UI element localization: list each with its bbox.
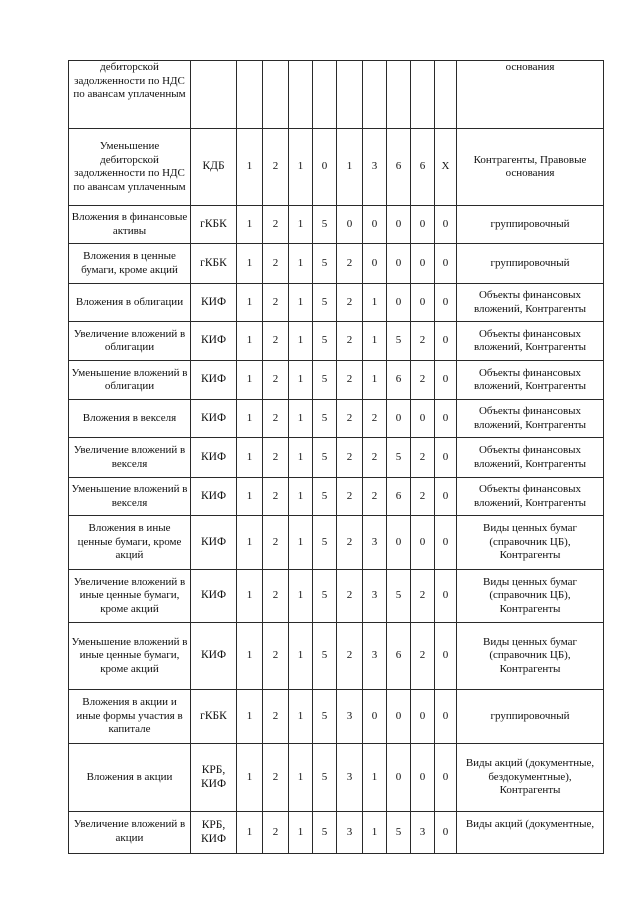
account-name: Увеличение вложений в иные ценные бумаги, кроме акций xyxy=(69,570,191,623)
digit-cell: 0 xyxy=(387,206,411,244)
digit-cell: 1 xyxy=(237,812,263,854)
account-name: Вложения в финансовые активы xyxy=(69,206,191,244)
digit-cell: 2 xyxy=(337,244,363,284)
digit-cell: 0 xyxy=(435,744,457,812)
digit-cell: 0 xyxy=(411,206,435,244)
digit-cell: 5 xyxy=(313,570,337,623)
digit-cell: 0 xyxy=(435,206,457,244)
digit-cell: 5 xyxy=(313,812,337,854)
digit-cell: 0 xyxy=(435,284,457,322)
account-code: КИФ xyxy=(191,438,237,478)
digit-cell: 3 xyxy=(363,129,387,206)
analytics-basis: Объекты финансовых вложений, Контрагенты xyxy=(457,400,604,438)
digit-cell: 3 xyxy=(337,690,363,744)
digit-cell: 5 xyxy=(313,400,337,438)
analytics-basis: Объекты финансовых вложений, Контрагенты xyxy=(457,284,604,322)
digit-cell: 6 xyxy=(387,129,411,206)
digit-cell: 1 xyxy=(289,744,313,812)
account-code: КИФ xyxy=(191,284,237,322)
digit-cell: 2 xyxy=(263,812,289,854)
digit-cell: 2 xyxy=(363,400,387,438)
digit-cell: 1 xyxy=(289,516,313,570)
account-code: КИФ xyxy=(191,516,237,570)
digit-cell: 2 xyxy=(337,516,363,570)
digit-cell: 5 xyxy=(313,322,337,361)
digit-cell: 0 xyxy=(411,744,435,812)
analytics-basis: Объекты финансовых вложений, Контрагенты xyxy=(457,438,604,478)
digit-cell: 1 xyxy=(363,812,387,854)
analytics-basis: Объекты финансовых вложений, Контрагенты xyxy=(457,322,604,361)
table-row xyxy=(69,478,604,516)
digit-cell: 6 xyxy=(387,361,411,400)
digit-cell: 0 xyxy=(411,400,435,438)
digit-cell: 1 xyxy=(237,129,263,206)
account-name: Уменьшение вложений в векселя xyxy=(69,478,191,516)
digit-cell: 0 xyxy=(435,516,457,570)
account-name: Уменьшение вложений в иные ценные бумаги, кроме акций xyxy=(69,623,191,690)
digit-cell: 1 xyxy=(237,478,263,516)
digit-cell: 2 xyxy=(263,478,289,516)
digit-cell: 0 xyxy=(411,516,435,570)
digit-cell: 0 xyxy=(435,400,457,438)
account-code: КИФ xyxy=(191,322,237,361)
table-row xyxy=(69,690,604,744)
digit-cell xyxy=(435,61,457,129)
digit-cell: 3 xyxy=(337,744,363,812)
digit-cell: 1 xyxy=(237,322,263,361)
digit-cell: 1 xyxy=(289,361,313,400)
account-name: Вложения в облигации xyxy=(69,284,191,322)
digit-cell: 1 xyxy=(237,438,263,478)
account-code: гКБК xyxy=(191,206,237,244)
table-row xyxy=(69,400,604,438)
digit-cell: 2 xyxy=(263,322,289,361)
account-code: КРБ, КИФ xyxy=(191,744,237,812)
analytics-basis: Виды ценных бумаг (справочник ЦБ), Контрагенты xyxy=(457,516,604,570)
account-name: Увеличение вложений в векселя xyxy=(69,438,191,478)
digit-cell: 3 xyxy=(363,623,387,690)
digit-cell: 2 xyxy=(337,570,363,623)
account-name: Увеличение вложений в облигации xyxy=(69,322,191,361)
digit-cell: 0 xyxy=(411,244,435,284)
digit-cell: 1 xyxy=(237,516,263,570)
digit-cell: 2 xyxy=(263,623,289,690)
digit-cell: 1 xyxy=(237,690,263,744)
account-name: Вложения в векселя xyxy=(69,400,191,438)
digit-cell xyxy=(387,61,411,129)
digit-cell: 1 xyxy=(289,400,313,438)
analytics-basis: Объекты финансовых вложений, Контрагенты xyxy=(457,361,604,400)
digit-cell: 5 xyxy=(387,812,411,854)
account-code: КИФ xyxy=(191,478,237,516)
digit-cell: 5 xyxy=(313,244,337,284)
digit-cell: 1 xyxy=(363,744,387,812)
digit-cell: 0 xyxy=(363,690,387,744)
digit-cell: 0 xyxy=(435,690,457,744)
analytics-basis: Объекты финансовых вложений, Контрагенты xyxy=(457,478,604,516)
digit-cell: 2 xyxy=(411,322,435,361)
digit-cell: 0 xyxy=(387,284,411,322)
digit-cell: 2 xyxy=(411,478,435,516)
account-name: Вложения в ценные бумаги, кроме акций xyxy=(69,244,191,284)
digit-cell: 2 xyxy=(263,744,289,812)
analytics-basis: Виды ценных бумаг (справочник ЦБ), Контрагенты xyxy=(457,623,604,690)
account-code: КИФ xyxy=(191,623,237,690)
analytics-basis: Виды акций (документные, xyxy=(457,812,604,854)
analytics-basis: Виды акций (документные, бездокументные), Контрагенты xyxy=(457,744,604,812)
analytics-basis: группировочный xyxy=(457,690,604,744)
account-code: КИФ xyxy=(191,361,237,400)
digit-cell: 0 xyxy=(435,322,457,361)
digit-cell: 1 xyxy=(363,322,387,361)
digit-cell xyxy=(289,61,313,129)
digit-cell: 5 xyxy=(313,478,337,516)
digit-cell: 2 xyxy=(411,438,435,478)
digit-cell: 1 xyxy=(289,812,313,854)
digit-cell: 1 xyxy=(289,206,313,244)
digit-cell: 5 xyxy=(313,744,337,812)
analytics-basis: основания xyxy=(457,61,604,129)
table-row xyxy=(69,744,604,812)
digit-cell: 0 xyxy=(435,812,457,854)
digit-cell: 2 xyxy=(411,623,435,690)
digit-cell: 2 xyxy=(337,284,363,322)
digit-cell: 1 xyxy=(237,244,263,284)
digit-cell: 2 xyxy=(337,400,363,438)
digit-cell: 1 xyxy=(237,400,263,438)
digit-cell: 2 xyxy=(337,623,363,690)
digit-cell: 2 xyxy=(337,361,363,400)
digit-cell: 1 xyxy=(289,438,313,478)
digit-cell: 5 xyxy=(313,284,337,322)
digit-cell: 1 xyxy=(289,244,313,284)
digit-cell: 0 xyxy=(363,206,387,244)
account-code: КИФ xyxy=(191,400,237,438)
table-row xyxy=(69,516,604,570)
digit-cell xyxy=(411,61,435,129)
digit-cell: 1 xyxy=(289,623,313,690)
digit-cell: 3 xyxy=(363,516,387,570)
digit-cell: 2 xyxy=(263,361,289,400)
digit-cell: 3 xyxy=(411,812,435,854)
account-code: КРБ, КИФ xyxy=(191,812,237,854)
table-row xyxy=(69,361,604,400)
accounts-table xyxy=(68,60,604,854)
digit-cell: 5 xyxy=(313,690,337,744)
digit-cell: 0 xyxy=(435,623,457,690)
digit-cell: 5 xyxy=(387,322,411,361)
digit-cell: 1 xyxy=(237,361,263,400)
digit-cell: 1 xyxy=(289,322,313,361)
table-row xyxy=(69,129,604,206)
digit-cell: 5 xyxy=(387,570,411,623)
account-name: дебиторской задолженности по НДС по авансам уплаченным xyxy=(69,61,191,129)
digit-cell: 6 xyxy=(387,478,411,516)
digit-cell: 1 xyxy=(363,284,387,322)
digit-cell: 0 xyxy=(387,400,411,438)
digit-cell: 0 xyxy=(387,690,411,744)
digit-cell: 1 xyxy=(237,206,263,244)
account-name: Уменьшение вложений в облигации xyxy=(69,361,191,400)
digit-cell: 1 xyxy=(337,129,363,206)
digit-cell: 0 xyxy=(435,438,457,478)
digit-cell: 0 xyxy=(435,244,457,284)
digit-cell: 5 xyxy=(313,623,337,690)
digit-cell: 6 xyxy=(387,623,411,690)
digit-cell: 2 xyxy=(263,400,289,438)
table-row xyxy=(69,284,604,322)
table-row xyxy=(69,623,604,690)
digit-cell: 0 xyxy=(411,284,435,322)
digit-cell: 2 xyxy=(263,284,289,322)
digit-cell: 5 xyxy=(313,361,337,400)
digit-cell: 2 xyxy=(337,322,363,361)
digit-cell: 6 xyxy=(411,129,435,206)
digit-cell: 0 xyxy=(363,244,387,284)
digit-cell: 0 xyxy=(337,206,363,244)
account-name: Уменьшение дебиторской задолженности по НДС по авансам уплаченным xyxy=(69,129,191,206)
digit-cell: 3 xyxy=(363,570,387,623)
digit-cell: 2 xyxy=(337,438,363,478)
digit-cell: 2 xyxy=(263,129,289,206)
digit-cell: 5 xyxy=(313,438,337,478)
digit-cell: 3 xyxy=(337,812,363,854)
digit-cell: 2 xyxy=(411,570,435,623)
digit-cell: 2 xyxy=(337,478,363,516)
digit-cell: 2 xyxy=(363,478,387,516)
digit-cell: 2 xyxy=(263,244,289,284)
digit-cell: 2 xyxy=(263,690,289,744)
digit-cell: 0 xyxy=(387,744,411,812)
digit-cell: 0 xyxy=(313,129,337,206)
digit-cell: 1 xyxy=(237,570,263,623)
digit-cell: 0 xyxy=(435,361,457,400)
digit-cell: 1 xyxy=(237,744,263,812)
digit-cell xyxy=(337,61,363,129)
digit-cell xyxy=(313,61,337,129)
digit-cell: 0 xyxy=(411,690,435,744)
account-code: КИФ xyxy=(191,570,237,623)
digit-cell: 2 xyxy=(263,516,289,570)
digit-cell: 1 xyxy=(289,129,313,206)
digit-cell xyxy=(363,61,387,129)
digit-cell: X xyxy=(435,129,457,206)
digit-cell: 5 xyxy=(313,516,337,570)
table-row xyxy=(69,206,604,244)
digit-cell: 5 xyxy=(387,438,411,478)
digit-cell: 2 xyxy=(263,206,289,244)
digit-cell xyxy=(237,61,263,129)
digit-cell: 2 xyxy=(363,438,387,478)
digit-cell: 1 xyxy=(237,284,263,322)
digit-cell: 0 xyxy=(387,516,411,570)
digit-cell: 0 xyxy=(435,570,457,623)
digit-cell: 1 xyxy=(289,478,313,516)
account-name: Увеличение вложений в акции xyxy=(69,812,191,854)
analytics-basis: группировочный xyxy=(457,206,604,244)
digit-cell: 1 xyxy=(363,361,387,400)
digit-cell: 2 xyxy=(411,361,435,400)
analytics-basis: группировочный xyxy=(457,244,604,284)
digit-cell: 1 xyxy=(289,690,313,744)
digit-cell: 1 xyxy=(289,570,313,623)
digit-cell: 0 xyxy=(387,244,411,284)
account-name: Вложения в акции xyxy=(69,744,191,812)
analytics-basis: Контрагенты, Правовые основания xyxy=(457,129,604,206)
account-code xyxy=(191,61,237,129)
table-row xyxy=(69,61,604,129)
digit-cell: 2 xyxy=(263,570,289,623)
account-code: КДБ xyxy=(191,129,237,206)
digit-cell: 2 xyxy=(263,438,289,478)
account-name: Вложения в акции и иные формы участия в капитале xyxy=(69,690,191,744)
digit-cell: 5 xyxy=(313,206,337,244)
digit-cell: 1 xyxy=(237,623,263,690)
table-row xyxy=(69,438,604,478)
digit-cell xyxy=(263,61,289,129)
digit-cell: 1 xyxy=(289,284,313,322)
table-row xyxy=(69,812,604,854)
table-row xyxy=(69,570,604,623)
account-name: Вложения в иные ценные бумаги, кроме акций xyxy=(69,516,191,570)
account-code: гКБК xyxy=(191,690,237,744)
analytics-basis: Виды ценных бумаг (справочник ЦБ), Контрагенты xyxy=(457,570,604,623)
table-row xyxy=(69,244,604,284)
table-row xyxy=(69,322,604,361)
digit-cell: 0 xyxy=(435,478,457,516)
account-code: гКБК xyxy=(191,244,237,284)
